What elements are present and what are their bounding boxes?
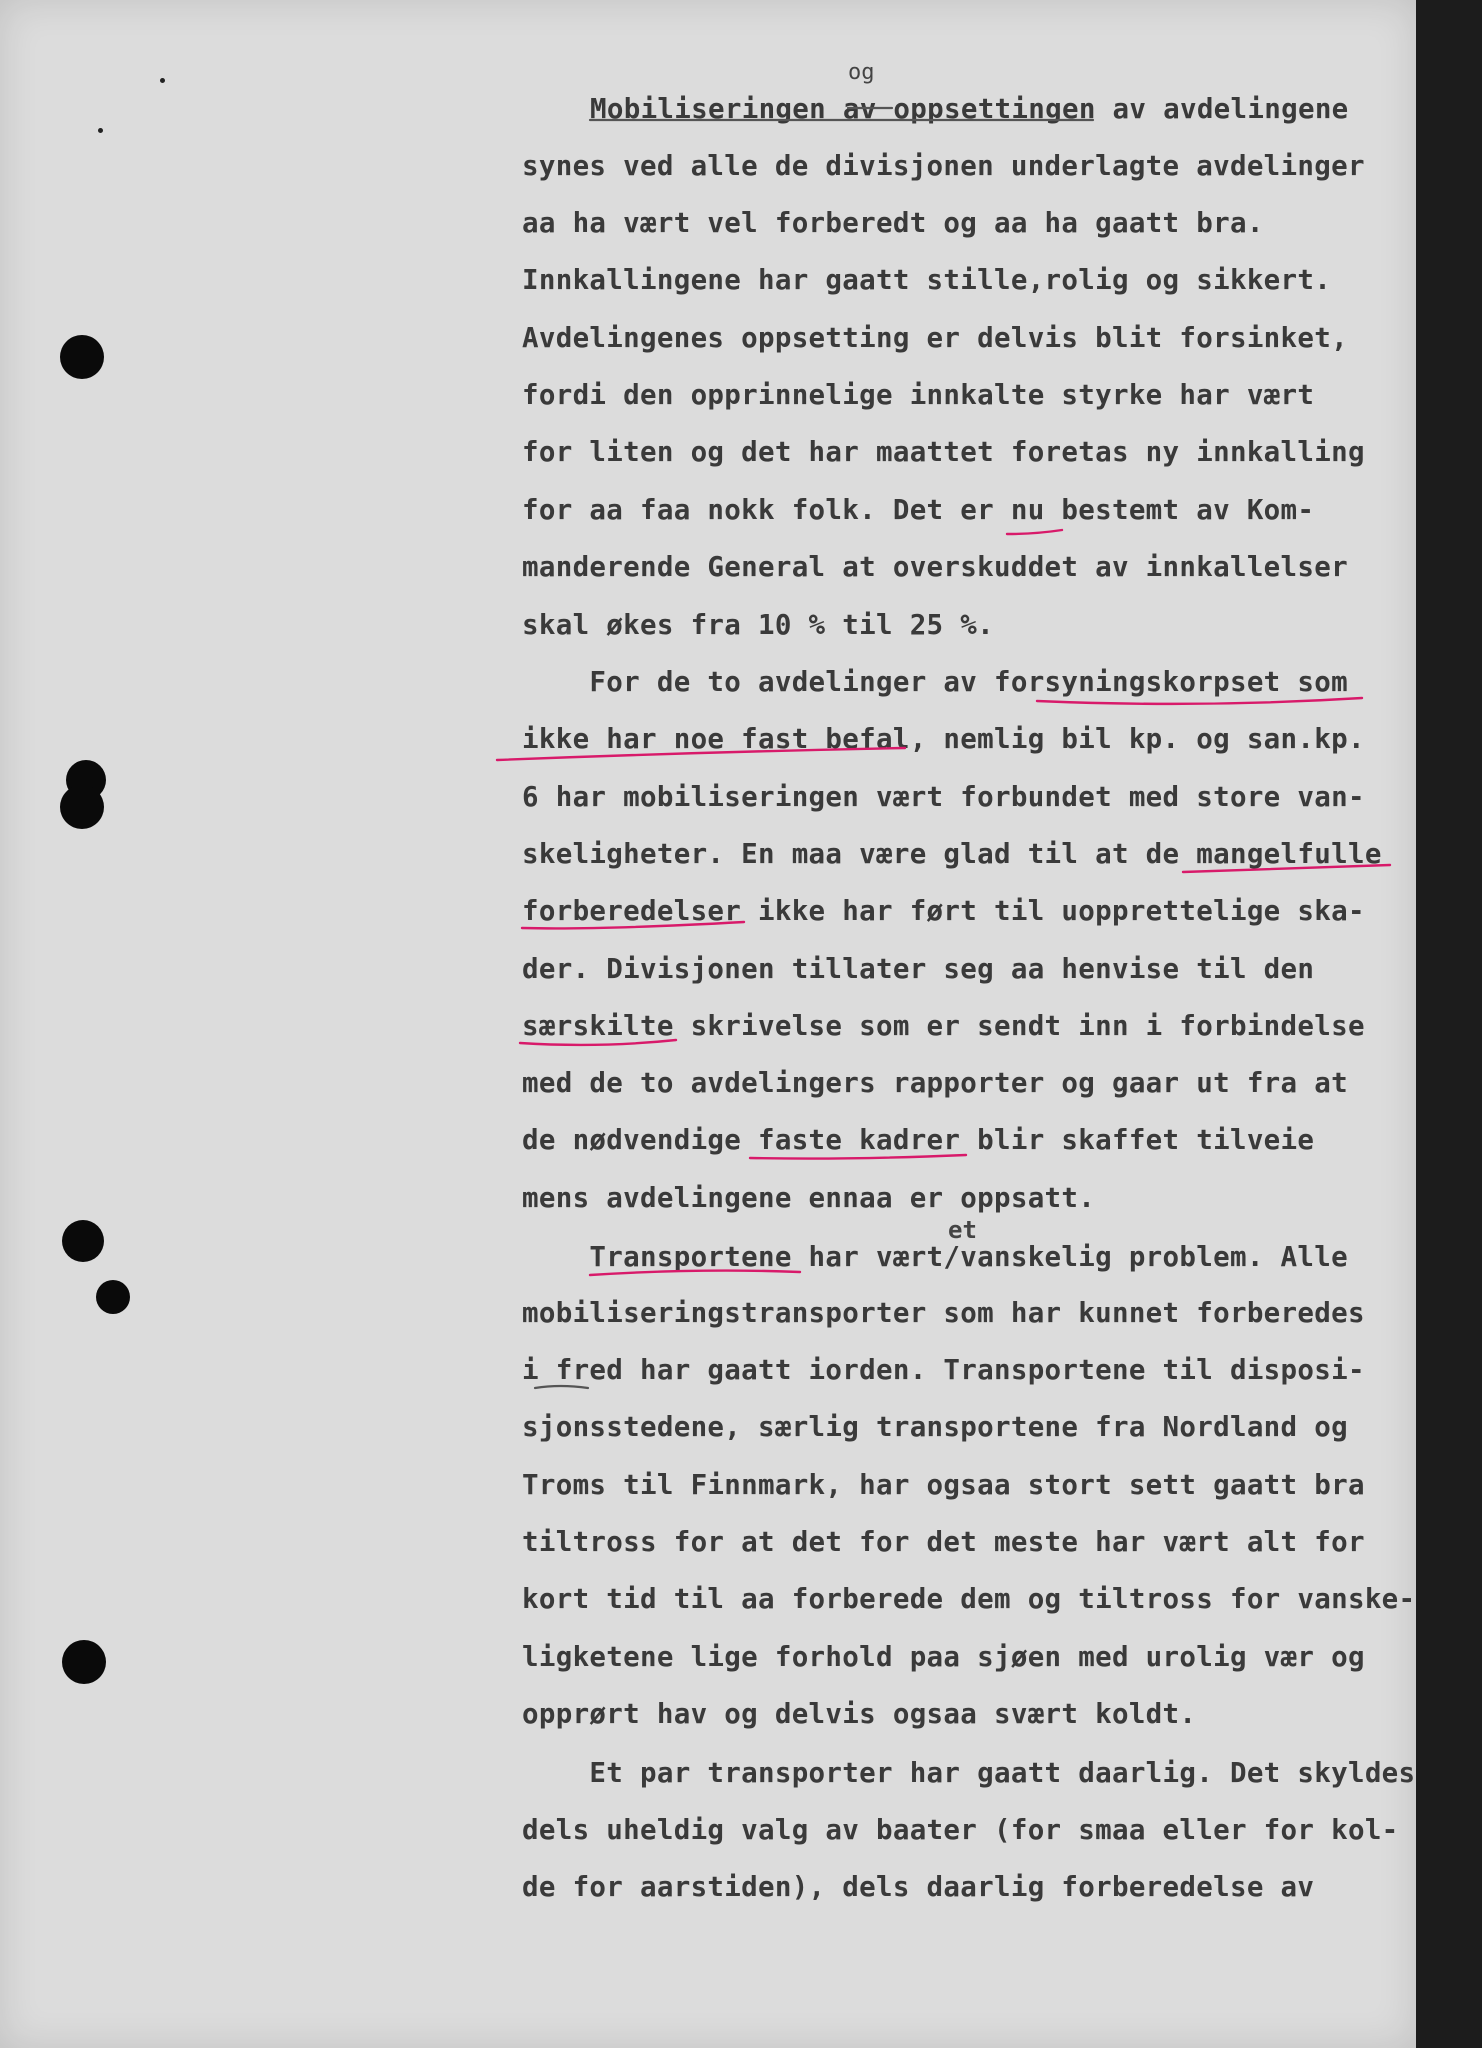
text-line: Mobiliseringen av oppsettingen av avdelingene (590, 93, 1349, 125)
text-line: Innkallingene har gaatt stille,rolig og sikkert. (522, 264, 1332, 296)
text-line: manderende General at overskuddet av innkallelser (522, 551, 1348, 583)
ink-speck (98, 128, 103, 133)
text-line: kort tid til aa forberede dem og tiltross for vanske- (522, 1583, 1416, 1615)
text-line: mobiliseringstransporter som har kunnet forberedes (522, 1297, 1365, 1329)
text-line: Transportene har vært/vanskelig problem. Alle (522, 1241, 1348, 1273)
binder-hole (60, 785, 104, 829)
text-line: opprørt hav og delvis ogsaa svært koldt. (522, 1698, 1197, 1730)
text-line: med de to avdelingers rapporter og gaar ut fra at (522, 1067, 1348, 1099)
text-line: Troms til Finnmark, har ogsaa stort sett gaatt bra (522, 1469, 1365, 1501)
text-line: synes ved alle de divisjonen underlagte avdelinger (522, 150, 1365, 182)
text-line: for aa faa nokk folk. Det er nu bestemt av Kom- (522, 494, 1315, 526)
text-line: ligketene lige forhold paa sjøen med urolig vær og (522, 1641, 1365, 1673)
typed-insertion-et: et (948, 1216, 977, 1244)
text-line: særskilte skrivelse som er sendt inn i forbindelse (522, 1010, 1365, 1042)
binder-hole (62, 1640, 106, 1684)
text-line: fordi den opprinnelige innkalte styrke har vært (522, 379, 1315, 411)
text-line: sjonsstedene, særlig transportene fra Nordland og (522, 1411, 1348, 1443)
text-line: tiltross for at det for det meste har vært alt for (522, 1526, 1365, 1558)
text-line: skeligheter. En maa være glad til at de mangelfulle (522, 838, 1382, 870)
text-line: forberedelser ikke har ført til uopprettelige ska- (522, 895, 1365, 927)
binder-hole (60, 335, 104, 379)
text-line: aa ha vært vel forberedt og aa ha gaatt bra. (522, 207, 1264, 239)
text-line: de for aarstiden), dels daarlig forberedelse av (522, 1871, 1315, 1903)
text-line: der. Divisjonen tillater seg aa henvise til den (522, 953, 1315, 985)
binder-hole (96, 1280, 130, 1314)
ink-speck (160, 78, 165, 83)
text-line: For de to avdelinger av forsyningskorpset som (522, 666, 1348, 698)
binder-hole (62, 1220, 104, 1262)
text-line: skal økes fra 10 % til 25 %. (522, 609, 994, 641)
text-line: ikke har noe fast befal, nemlig bil kp. og san.kp. (522, 723, 1365, 755)
handwritten-insertion-og: og (848, 60, 875, 85)
text-line: Et par transporter har gaatt daarlig. Det skyldes (522, 1757, 1416, 1789)
text-line: i fred har gaatt iorden. Transportene til disposi- (522, 1354, 1365, 1386)
typed-text-body (522, 92, 1416, 1992)
text-line: de nødvendige faste kadrer blir skaffet tilveie (522, 1124, 1315, 1156)
text-line: Avdelingenes oppsetting er delvis blit forsinket, (522, 322, 1348, 354)
text-line: for liten og det har maattet foretas ny innkalling (522, 436, 1365, 468)
text-line: 6 har mobiliseringen vært forbundet med store van- (522, 781, 1365, 813)
text-line: dels uheldig valg av baater (for smaa eller for kol- (522, 1814, 1399, 1846)
text-line: mens avdelingene ennaa er oppsatt. (522, 1182, 1096, 1214)
